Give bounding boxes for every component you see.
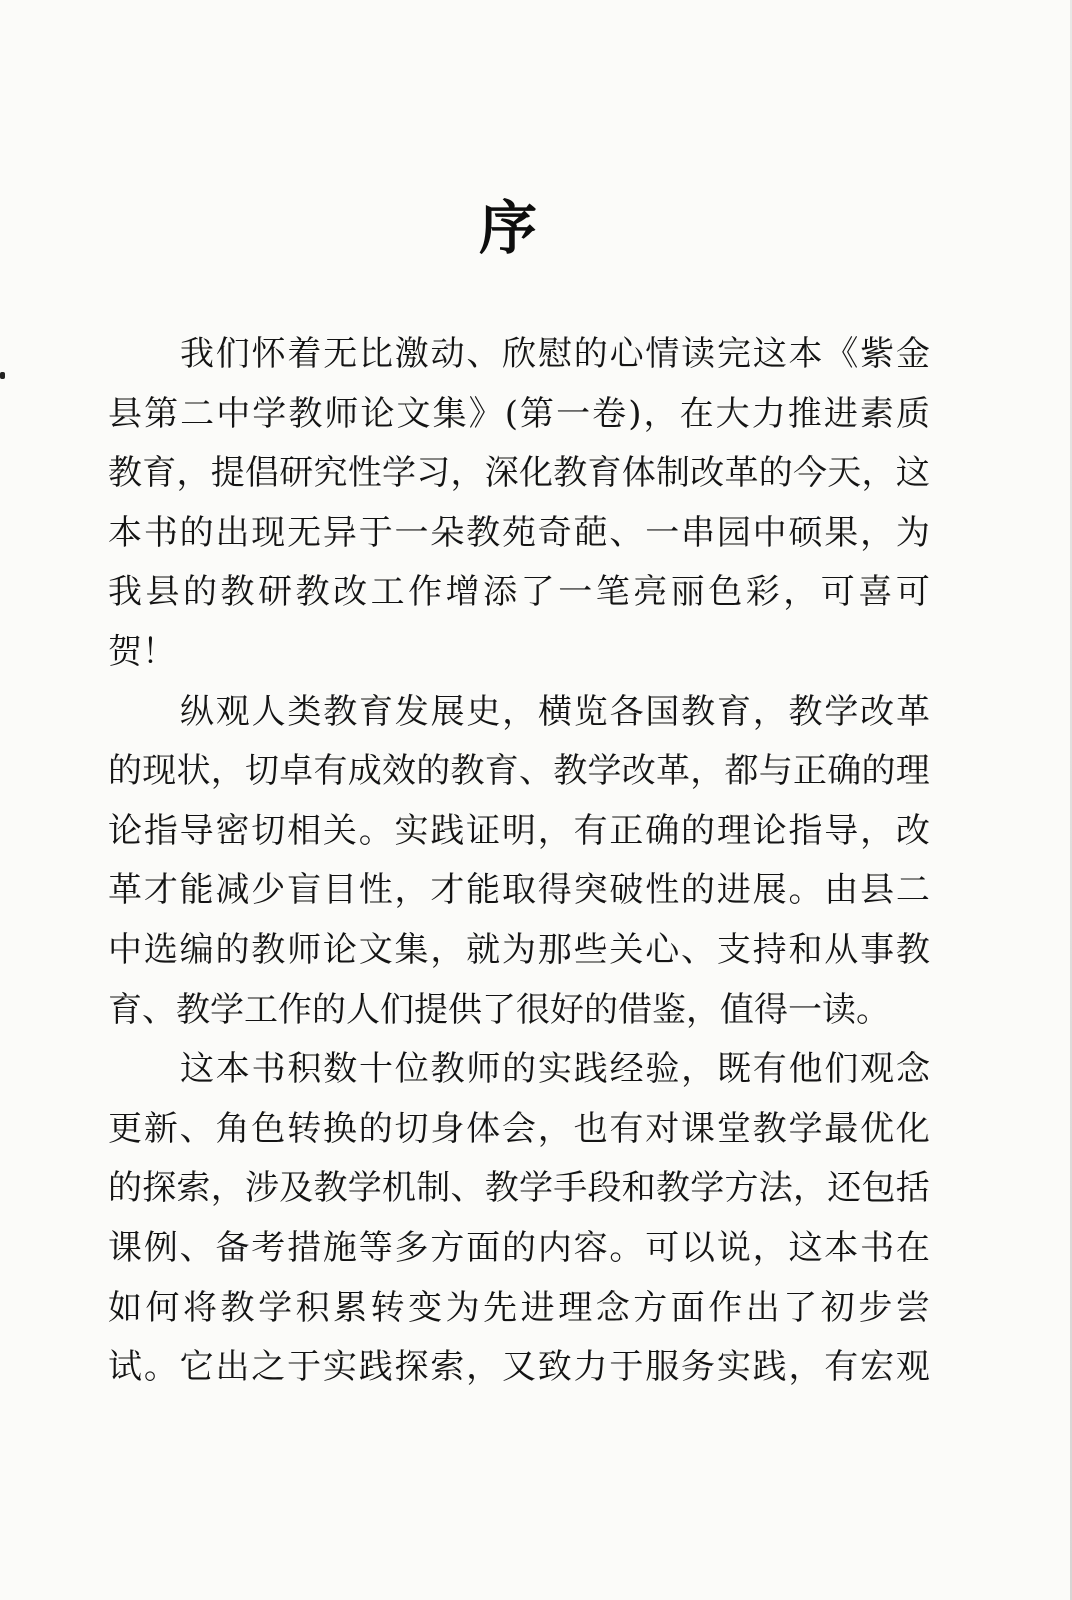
page-title: 序 bbox=[478, 194, 537, 262]
text-line: 中 选 编 的 教 师 论 文 集 ， 就 为 那 些 关 心 、 支 持 和 从 事 教 bbox=[108, 929, 930, 970]
scan-speck bbox=[0, 372, 5, 379]
text-line: 育、教学工作的人们提供了很好的借鉴，值得一读。 bbox=[108, 989, 890, 1030]
text-line: 的 探 索 ， 涉 及 教 学 机 制 、 教 学 手 段 和 教 学 方 法 ， 还 包 括 bbox=[108, 1168, 930, 1209]
paragraph bbox=[108, 1040, 930, 1398]
text-line: 县 第 二 中 学 教 师 论 文 集 》 ( 第 一 卷 ) ， 在 大 力 推 进 素 质 bbox=[108, 393, 930, 434]
text-line: 纵 观 人 类 教 育 发 展 史 ， 横 览 各 国 教 育 ， 教 学 改 革 bbox=[180, 691, 930, 732]
text-line: 贺！ bbox=[108, 631, 176, 672]
text-line: 的 现 状 ， 切 卓 有 成 效 的 教 育 、 教 学 改 革 ， 都 与 正 确 的 理 bbox=[108, 751, 930, 792]
text-line: 课 例 、 备 考 措 施 等 多 方 面 的 内 容 。 可 以 说 ， 这 本 书 在 bbox=[108, 1227, 930, 1268]
text-line: 更 新 、 角 色 转 换 的 切 身 体 会 ， 也 有 对 课 堂 教 学 最 优 化 bbox=[108, 1108, 930, 1149]
preface-text bbox=[108, 325, 930, 1398]
text-line: 革 才 能 减 少 盲 目 性 ， 才 能 取 得 突 破 性 的 进 展 。 由 县 二 bbox=[108, 870, 930, 911]
text-line: 我 县 的 教 研 教 改 工 作 增 添 了 一 笔 亮 丽 色 彩 ， 可 喜 可 bbox=[108, 572, 930, 613]
text-line: 这 本 书 积 数 十 位 教 师 的 实 践 经 验 ， 既 有 他 们 观 念 bbox=[180, 1049, 930, 1090]
paragraph bbox=[108, 325, 930, 683]
paragraph bbox=[108, 683, 930, 1041]
text-line: 我 们 怀 着 无 比 激 动 、 欣 慰 的 心 情 读 完 这 本 《 紫 金 bbox=[180, 334, 930, 374]
text-line: 本 书 的 出 现 无 异 于 一 朵 教 苑 奇 葩 、 一 串 园 中 硕 果 ， 为 bbox=[108, 512, 930, 553]
text-line: 如 何 将 教 学 积 累 转 变 为 先 进 理 念 方 面 作 出 了 初 步 尝 bbox=[108, 1287, 930, 1328]
text-line: 教 育 ， 提 倡 研 究 性 学 习 ， 深 化 教 育 体 制 改 革 的 今 天 ， 这 bbox=[108, 453, 930, 494]
text-line: 试 。 它 出 之 于 实 践 探 索 ， 又 致 力 于 服 务 实 践 ， 有 宏 观 bbox=[108, 1347, 930, 1388]
text-line: 论 指 导 密 切 相 关 。 实 践 证 明 ， 有 正 确 的 理 论 指 导 ， 改 bbox=[108, 810, 930, 851]
